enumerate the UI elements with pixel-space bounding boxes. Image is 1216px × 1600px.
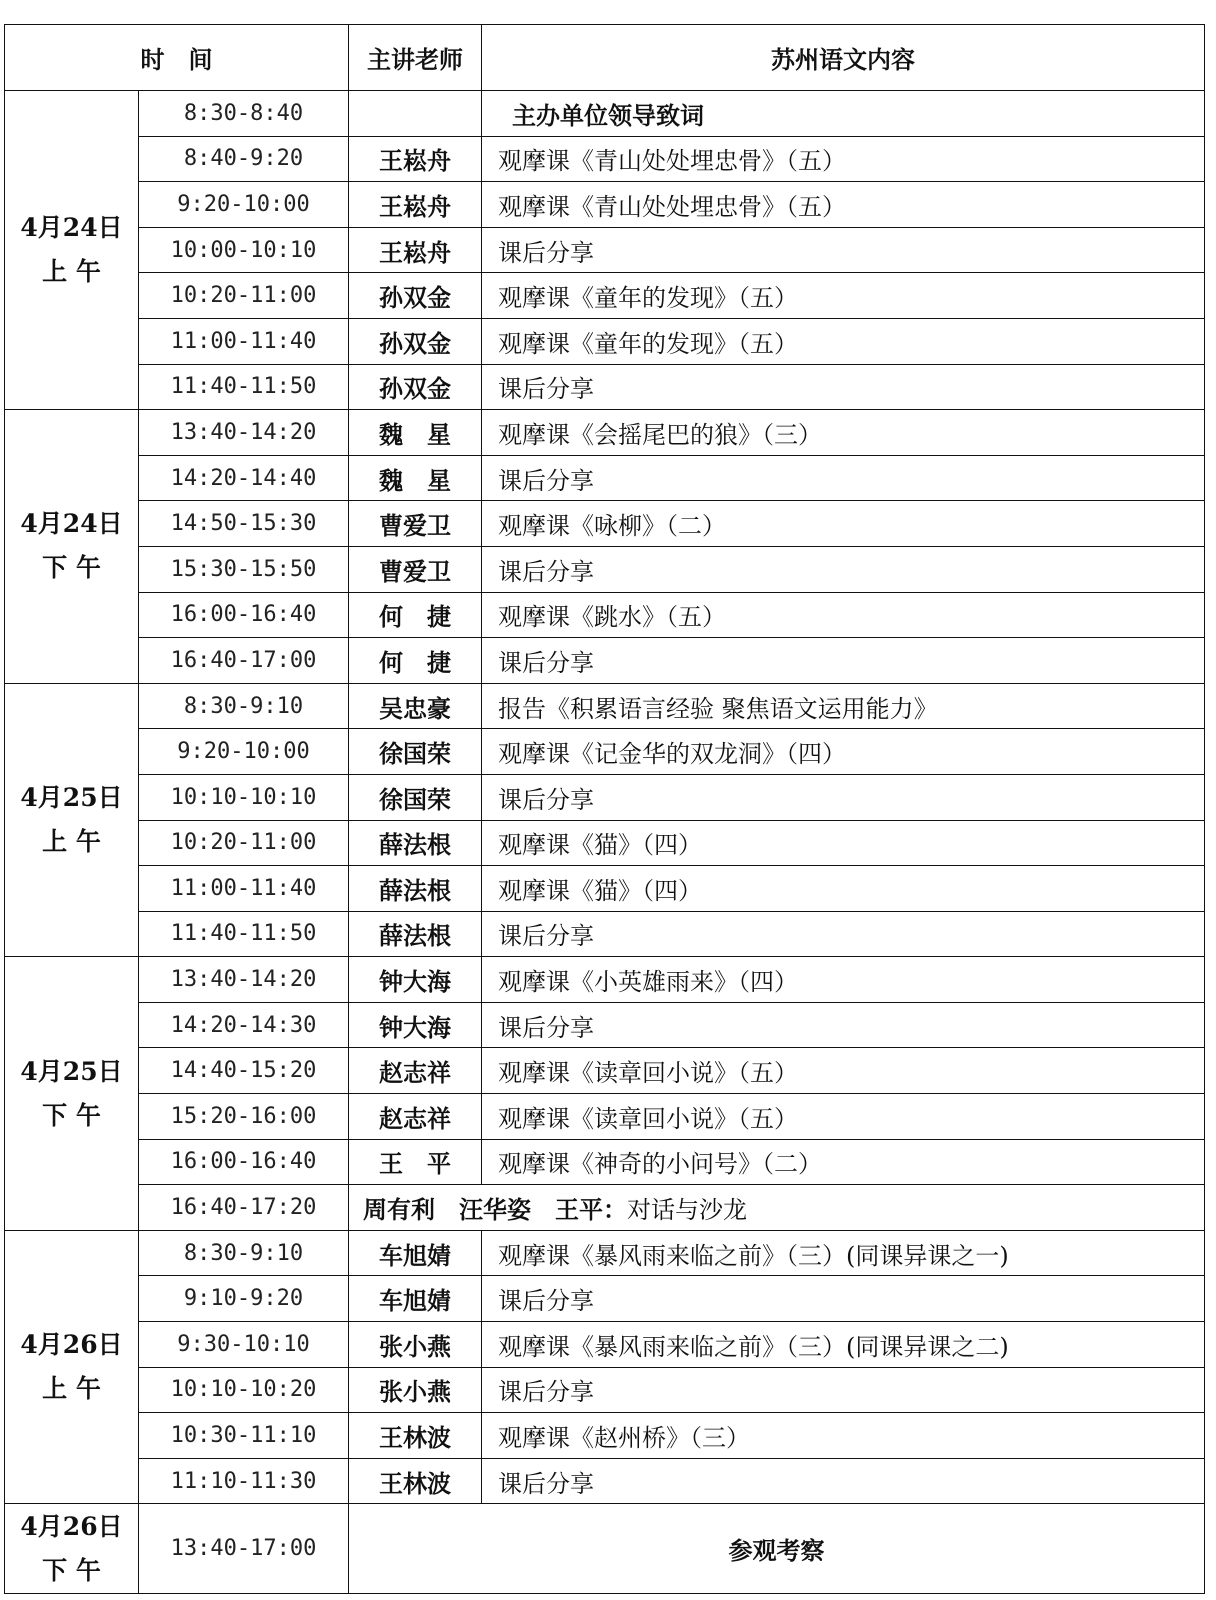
table-row [5,273,1205,319]
time-cell: 10:20-11:00 [139,273,349,319]
header-teacher: 主讲老师 [349,25,482,91]
content-cell: 课后分享 [482,364,1205,410]
time-cell: 15:20-16:00 [139,1094,349,1140]
time-cell: 15:30-15:50 [139,546,349,592]
time-cell: 9:10-9:20 [139,1276,349,1322]
teacher-cell [349,91,482,137]
time-cell: 9:30-10:10 [139,1322,349,1368]
table-row [5,957,1205,1003]
date-label: 4月26日 [20,1330,123,1360]
content-cell: 观摩课《会摇尾巴的狼》（三） [482,410,1205,456]
teacher-cell: 车旭婧 [349,1230,482,1276]
date-label: 4月24日 [20,213,123,243]
schedule-table [4,24,1205,1594]
time-cell: 10:10-10:10 [139,774,349,820]
teacher-cell: 王崧舟 [349,227,482,273]
content-cell: 观摩课《青山处处埋忠骨》（五） [482,136,1205,182]
time-cell: 8:30-9:10 [139,1230,349,1276]
content-cell: 观摩课《暴风雨来临之前》（三）(同课异课之一) [482,1230,1205,1276]
teacher-cell: 吴忠豪 [349,683,482,729]
table-row [5,1139,1205,1185]
table-row [5,364,1205,410]
session-label: 对话与沙龙 [627,1196,747,1225]
content-cell: 课后分享 [482,638,1205,684]
time-cell: 11:40-11:50 [139,911,349,957]
table-row [5,1458,1205,1504]
time-cell: 14:20-14:30 [139,1002,349,1048]
time-cell: 11:00-11:40 [139,866,349,912]
teacher-cell: 王崧舟 [349,136,482,182]
table-row [5,455,1205,501]
time-cell: 10:10-10:20 [139,1367,349,1413]
content-cell: 观摩课《神奇的小问号》（二） [482,1139,1205,1185]
table-row [5,501,1205,547]
time-cell: 14:50-15:30 [139,501,349,547]
table-row [5,1185,1205,1231]
content-cell: 观摩课《猫》（四） [482,866,1205,912]
content-cell: 观摩课《童年的发现》（五） [482,318,1205,364]
time-cell: 11:10-11:30 [139,1458,349,1504]
table-row [5,1048,1205,1094]
teacher-cell: 何 捷 [349,592,482,638]
content-cell: 报告《积累语言经验 聚焦语文运用能力》 [482,683,1205,729]
content-cell: 课后分享 [482,546,1205,592]
date-label: 4月24日 [20,509,123,539]
teacher-cell: 薛法根 [349,911,482,957]
table-row [5,638,1205,684]
table-row [5,410,1205,456]
date-cell [5,1230,139,1504]
table-row [5,592,1205,638]
teacher-cell: 曹爱卫 [349,501,482,547]
table-row [5,546,1205,592]
table-row [5,729,1205,775]
teacher-cell: 车旭婧 [349,1276,482,1322]
header-content: 苏州语文内容 [482,25,1205,91]
period-label: 上 午 [42,1374,101,1404]
date-cell [5,957,139,1231]
table-row [5,1367,1205,1413]
teacher-cell: 孙双金 [349,364,482,410]
teacher-cell: 徐国荣 [349,774,482,820]
table-row [5,1094,1205,1140]
time-cell: 10:00-10:10 [139,227,349,273]
content-cell: 课后分享 [482,1276,1205,1322]
dialogue-salon-cell [349,1185,1205,1231]
content-cell: 观摩课《童年的发现》（五） [482,273,1205,319]
teacher-cell: 薛法根 [349,866,482,912]
period-label: 上 午 [42,257,101,287]
time-cell: 13:40-14:20 [139,957,349,1003]
period-label: 上 午 [42,827,101,856]
date-cell [5,91,139,410]
time-cell: 8:40-9:20 [139,136,349,182]
content-cell: 主办单位领导致词 [482,91,1205,137]
date-label: 4月26日 [20,1511,123,1541]
time-cell: 11:40-11:50 [139,364,349,410]
content-cell: 课后分享 [482,1458,1205,1504]
time-cell: 13:40-14:20 [139,410,349,456]
time-cell: 11:00-11:40 [139,318,349,364]
content-cell: 观摩课《暴风雨来临之前》（三）(同课异课之二) [482,1322,1205,1368]
teacher-cell: 徐国荣 [349,729,482,775]
table-row [5,774,1205,820]
content-cell: 观摩课《读章回小说》（五） [482,1094,1205,1140]
activity-cell: 参观考察 [349,1504,1205,1594]
header-time: 时 间 [5,25,349,91]
teacher-cell: 曹爱卫 [349,546,482,592]
table-row [5,1413,1205,1459]
header-row [5,25,1205,91]
time-cell: 8:30-9:10 [139,683,349,729]
table-row [5,1002,1205,1048]
table-row [5,136,1205,182]
table-row [5,911,1205,957]
teacher-cell: 魏 星 [349,410,482,456]
table-row [5,227,1205,273]
teacher-cell: 王林波 [349,1413,482,1459]
table-row [5,1322,1205,1368]
table-row [5,866,1205,912]
content-cell: 课后分享 [482,774,1205,820]
content-cell: 课后分享 [482,1367,1205,1413]
table-row [5,1230,1205,1276]
cropped-heading-fragment [24,0,204,6]
content-cell: 课后分享 [482,911,1205,957]
time-cell: 9:20-10:00 [139,729,349,775]
time-cell: 9:20-10:00 [139,182,349,228]
content-cell: 观摩课《咏柳》（二） [482,501,1205,547]
date-cell [5,683,139,957]
teacher-cell: 孙双金 [349,273,482,319]
content-cell: 观摩课《记金华的双龙洞》（四） [482,729,1205,775]
time-cell: 16:00-16:40 [139,1139,349,1185]
content-cell: 观摩课《青山处处埋忠骨》（五） [482,182,1205,228]
time-cell: 16:40-17:00 [139,638,349,684]
table-row [5,683,1205,729]
content-cell: 观摩课《小英雄雨来》（四） [482,957,1205,1003]
table-row [5,91,1205,137]
date-label: 4月25日 [20,1056,123,1086]
table-row [5,318,1205,364]
date-cell [5,1504,139,1594]
content-cell: 观摩课《猫》（四） [482,820,1205,866]
content-cell: 观摩课《跳水》（五） [482,592,1205,638]
teacher-cell: 钟大海 [349,957,482,1003]
teacher-cell: 钟大海 [349,1002,482,1048]
date-label: 4月25日 [20,783,123,812]
period-label: 下 午 [42,1555,101,1585]
teacher-cell: 王崧舟 [349,182,482,228]
table-row [5,820,1205,866]
table-row [5,1276,1205,1322]
time-cell: 13:40-17:00 [139,1504,349,1594]
teacher-cell: 赵志祥 [349,1048,482,1094]
time-cell: 8:30-8:40 [139,91,349,137]
time-cell: 14:40-15:20 [139,1048,349,1094]
teacher-cell: 孙双金 [349,318,482,364]
teacher-cell: 魏 星 [349,455,482,501]
speaker-names: 周有利 汪华姿 王平： [363,1195,627,1225]
teacher-cell: 张小燕 [349,1367,482,1413]
time-cell: 10:30-11:10 [139,1413,349,1459]
time-cell: 10:20-11:00 [139,820,349,866]
teacher-cell: 何 捷 [349,638,482,684]
date-cell [5,410,139,684]
time-cell: 16:40-17:20 [139,1185,349,1231]
teacher-cell: 赵志祥 [349,1094,482,1140]
content-cell: 课后分享 [482,227,1205,273]
content-cell: 课后分享 [482,1002,1205,1048]
teacher-cell: 张小燕 [349,1322,482,1368]
content-cell: 课后分享 [482,455,1205,501]
content-cell: 观摩课《读章回小说》（五） [482,1048,1205,1094]
period-label: 下 午 [42,553,101,583]
teacher-cell: 薛法根 [349,820,482,866]
content-cell: 观摩课《赵州桥》（三） [482,1413,1205,1459]
time-cell: 14:20-14:40 [139,455,349,501]
teacher-cell: 王 平 [349,1139,482,1185]
period-label: 下 午 [42,1100,101,1130]
time-cell: 16:00-16:40 [139,592,349,638]
table-row [5,1504,1205,1594]
table-row [5,182,1205,228]
teacher-cell: 王林波 [349,1458,482,1504]
